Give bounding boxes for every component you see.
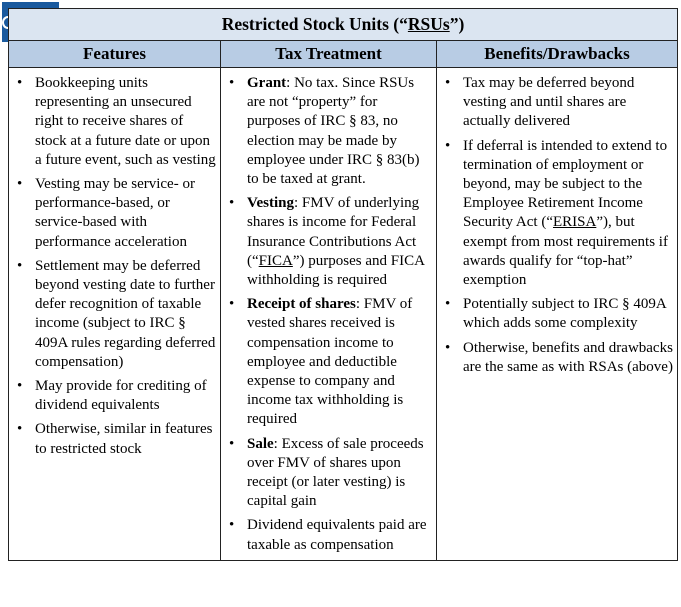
benefit-item-erisa bbox=[463, 137, 673, 291]
sale-text: : Excess of sale proceeds over FMV of shares upon receipt (or later vesting) is capital gain bbox=[247, 435, 424, 510]
feature-item: • Otherwise, similar in features to restricted stock bbox=[35, 420, 216, 458]
tax-treatment-column bbox=[221, 68, 437, 561]
erisa-text-end: ”), but exempt from most requirements if awards qualify for “top-hat” exemption bbox=[463, 214, 668, 289]
header-tax-treatment: Tax Treatment bbox=[221, 41, 437, 68]
table-title bbox=[9, 9, 678, 41]
features-column bbox=[9, 68, 221, 561]
grant-text: : No tax. Since RSUs are not “property” for purposes of IRC § 83, no election may be made by employee under IRC § 83(b) to be taxed at grant. bbox=[247, 75, 420, 188]
erisa-text: If deferral is intended to extend to termination of employment or beyond, may be subject to the Employee Retirement Income Security Act (“ bbox=[463, 137, 668, 231]
benefit-item: • Otherwise, benefits and drawbacks are the same as with RSAs (above) bbox=[463, 339, 673, 377]
feature-item: • Settlement may be deferred beyond vesting date to further defer recognition of taxable income (subject to IRC § 409A rules regarding deferred compensation) bbox=[35, 257, 216, 372]
title-abbr: RSUs bbox=[407, 14, 450, 34]
tax-item-vesting bbox=[247, 194, 432, 290]
vesting-text-end: ”) purposes and FICA withholding is required bbox=[247, 252, 425, 289]
tax-item-dividends: • Dividend equivalents paid are taxable as compensation bbox=[247, 516, 432, 554]
title-suffix: ”) bbox=[449, 14, 465, 34]
tax-item-grant bbox=[247, 74, 432, 189]
receipt-text: : FMV of vested shares received is compensation income to employee and deductible expense to company and income tax withholding is required bbox=[247, 296, 413, 428]
receipt-label: Receipt of shares bbox=[247, 296, 356, 313]
sale-label: Sale bbox=[247, 435, 274, 452]
header-features: Features bbox=[9, 41, 221, 68]
header-benefits-drawbacks: Benefits/Drawbacks bbox=[437, 41, 678, 68]
tax-item-receipt bbox=[247, 295, 432, 429]
grant-label: Grant bbox=[247, 75, 287, 91]
benefit-item: • Potentially subject to IRC § 409A which adds some complexity bbox=[463, 295, 673, 333]
erisa-abbr: ERISA bbox=[552, 214, 597, 231]
benefits-column bbox=[437, 68, 678, 561]
feature-item: • Vesting may be service- or performance-based, or service-based with performance acceleration bbox=[35, 175, 216, 252]
feature-item: • Bookkeeping units representing an unsecured right to receive shares of stock at a future date or upon a future event, such as vesting bbox=[35, 74, 216, 170]
title-prefix: Restricted Stock Units (“ bbox=[221, 14, 408, 34]
benefit-item: • Tax may be deferred beyond vesting and until shares are actually delivered bbox=[463, 74, 673, 132]
vesting-text: : FMV of underlying shares is income for Federal Insurance Contributions Act (“ bbox=[247, 195, 420, 269]
tax-item-sale bbox=[247, 435, 432, 512]
vesting-label: Vesting bbox=[247, 195, 294, 212]
feature-item: • May provide for crediting of dividend equivalents bbox=[35, 377, 216, 415]
rsu-table bbox=[8, 8, 678, 561]
fica-abbr: FICA bbox=[258, 252, 293, 269]
